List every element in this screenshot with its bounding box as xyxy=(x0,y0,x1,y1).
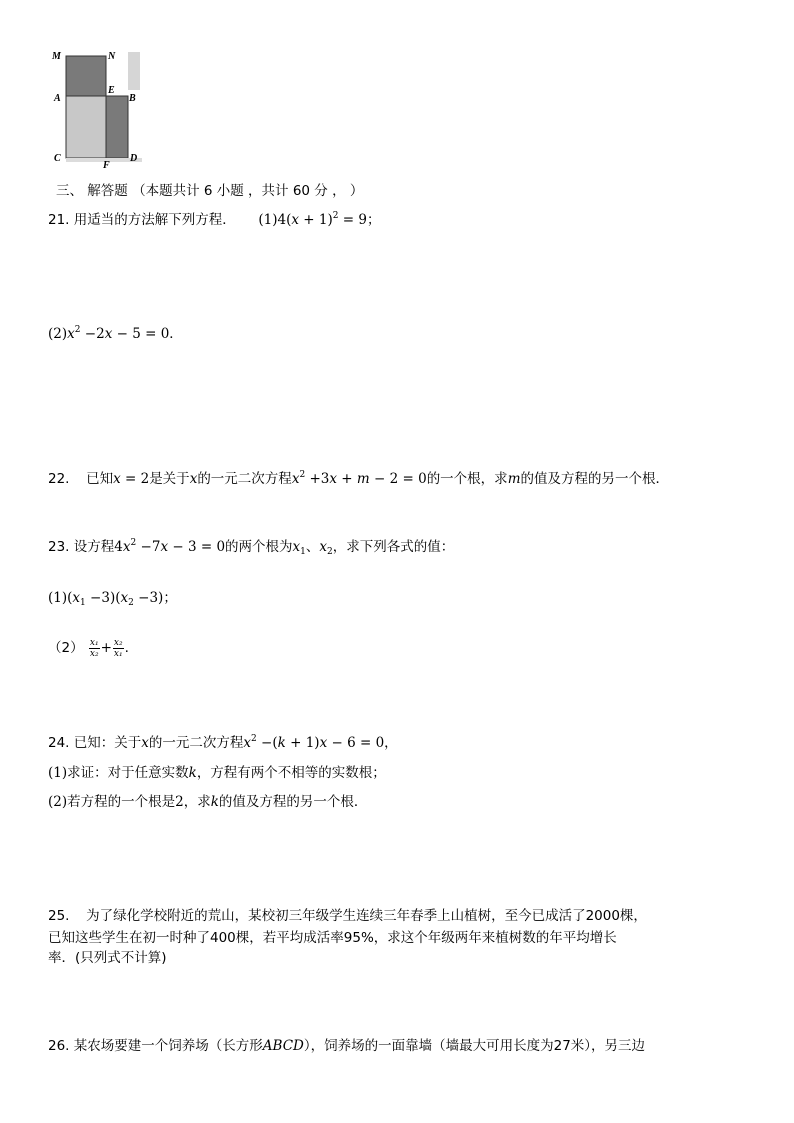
section-heading: 三、 解答题 （本题共计 6 小题 ，共计 60 分 ， ） xyxy=(56,183,364,199)
question-24-part-2: (2)若方程的一个根是2，求k的值及方程的另一个根． xyxy=(48,794,368,810)
label-d: D xyxy=(130,153,138,164)
question-23-part-2: （2） $\frac{\text{x₁}}{\text{x₂}}$ + $\frac{\text{x₂}}{\text{x₁}}$ . xyxy=(48,637,129,659)
equation: $x^2 -(k + 1)x - 6 = 0$ xyxy=(243,734,385,751)
rectangle-acfe xyxy=(66,96,106,158)
equation-1: $(1)4(x + 1)^2 = 9$ xyxy=(258,211,367,228)
question-26: 26. 某农场要建一个饲养场（长方形ABCD），饲养场的一面靠墙（墙最大可用长度为27米），另三边 xyxy=(48,1038,646,1054)
question-25-line-3: 率．(只列式不计算) xyxy=(48,950,167,966)
figure-shadow-strip xyxy=(128,52,140,90)
label-f: F xyxy=(103,160,110,169)
equation-2: $(2)x^2 -2x - 5 = 0$ xyxy=(48,325,170,342)
rectangle-figure xyxy=(46,44,146,169)
rectangle-ebdf xyxy=(106,96,128,158)
question-21-part-2: $(2)x^2 -2x - 5 = 0$． xyxy=(48,325,183,342)
question-text: 用适当的方法解下列方程． xyxy=(73,212,236,228)
question-25: 25. 为了绿化学校附近的荒山，某校初三年级学生连续三年春季上山植树，至今已成活了2000棵， xyxy=(48,908,647,924)
label-b: B xyxy=(129,93,136,104)
question-23-part-1: $(1)(x_1 -3)(x_2 -3)$； xyxy=(48,590,177,608)
question-number: 25. xyxy=(48,908,70,924)
fraction-2: $\frac{\text{x₂}}{\text{x₁}}$ xyxy=(113,637,123,659)
question-22: 22. 已知x = 2是关于x的一元二次方程$x^2 +3x + m - 2 = 0$的一个根，求m的值及方程的另一个根． xyxy=(48,470,669,487)
question-number: 21. xyxy=(48,212,70,228)
equation: $x^2 +3x + m - 2 = 0$ xyxy=(291,470,427,487)
question-23: 23. 设方程$4x^2 -7x - 3 = 0$的两个根为$x_1$、$x_2$，求下列各式的值： xyxy=(48,538,455,557)
question-24: 24. 已知：关于x的一元二次方程$x^2 -(k + 1)x - 6 = 0$， xyxy=(48,734,398,751)
expression-1: $(1)(x_1 -3)(x_2 -3)$ xyxy=(48,590,164,608)
equation: $4x^2 -7x - 3 = 0$ xyxy=(114,538,226,555)
label-n: N xyxy=(108,51,116,62)
question-number: 26. xyxy=(48,1038,70,1054)
question-number: 24. xyxy=(48,735,70,751)
label-e: E xyxy=(108,85,115,96)
question-number: 22. xyxy=(48,471,70,487)
fraction-1: $\frac{\text{x₁}}{\text{x₂}}$ xyxy=(89,637,99,659)
label-m: M xyxy=(52,51,61,62)
question-21: 21. 用适当的方法解下列方程． $(1)4(x + 1)^2 = 9$； xyxy=(48,211,381,228)
square-mnea xyxy=(66,56,106,96)
question-25-line-2: 已知这些学生在初一时种了400棵，若平均成活率95%，求这个年级两年来植树数的年平均增长 xyxy=(48,930,617,946)
question-24-part-1: (1)求证：对于任意实数k，方程有两个不相等的实数根； xyxy=(48,765,386,781)
question-number: 23. xyxy=(48,539,70,555)
label-a: A xyxy=(54,93,61,104)
label-c: C xyxy=(54,153,61,164)
